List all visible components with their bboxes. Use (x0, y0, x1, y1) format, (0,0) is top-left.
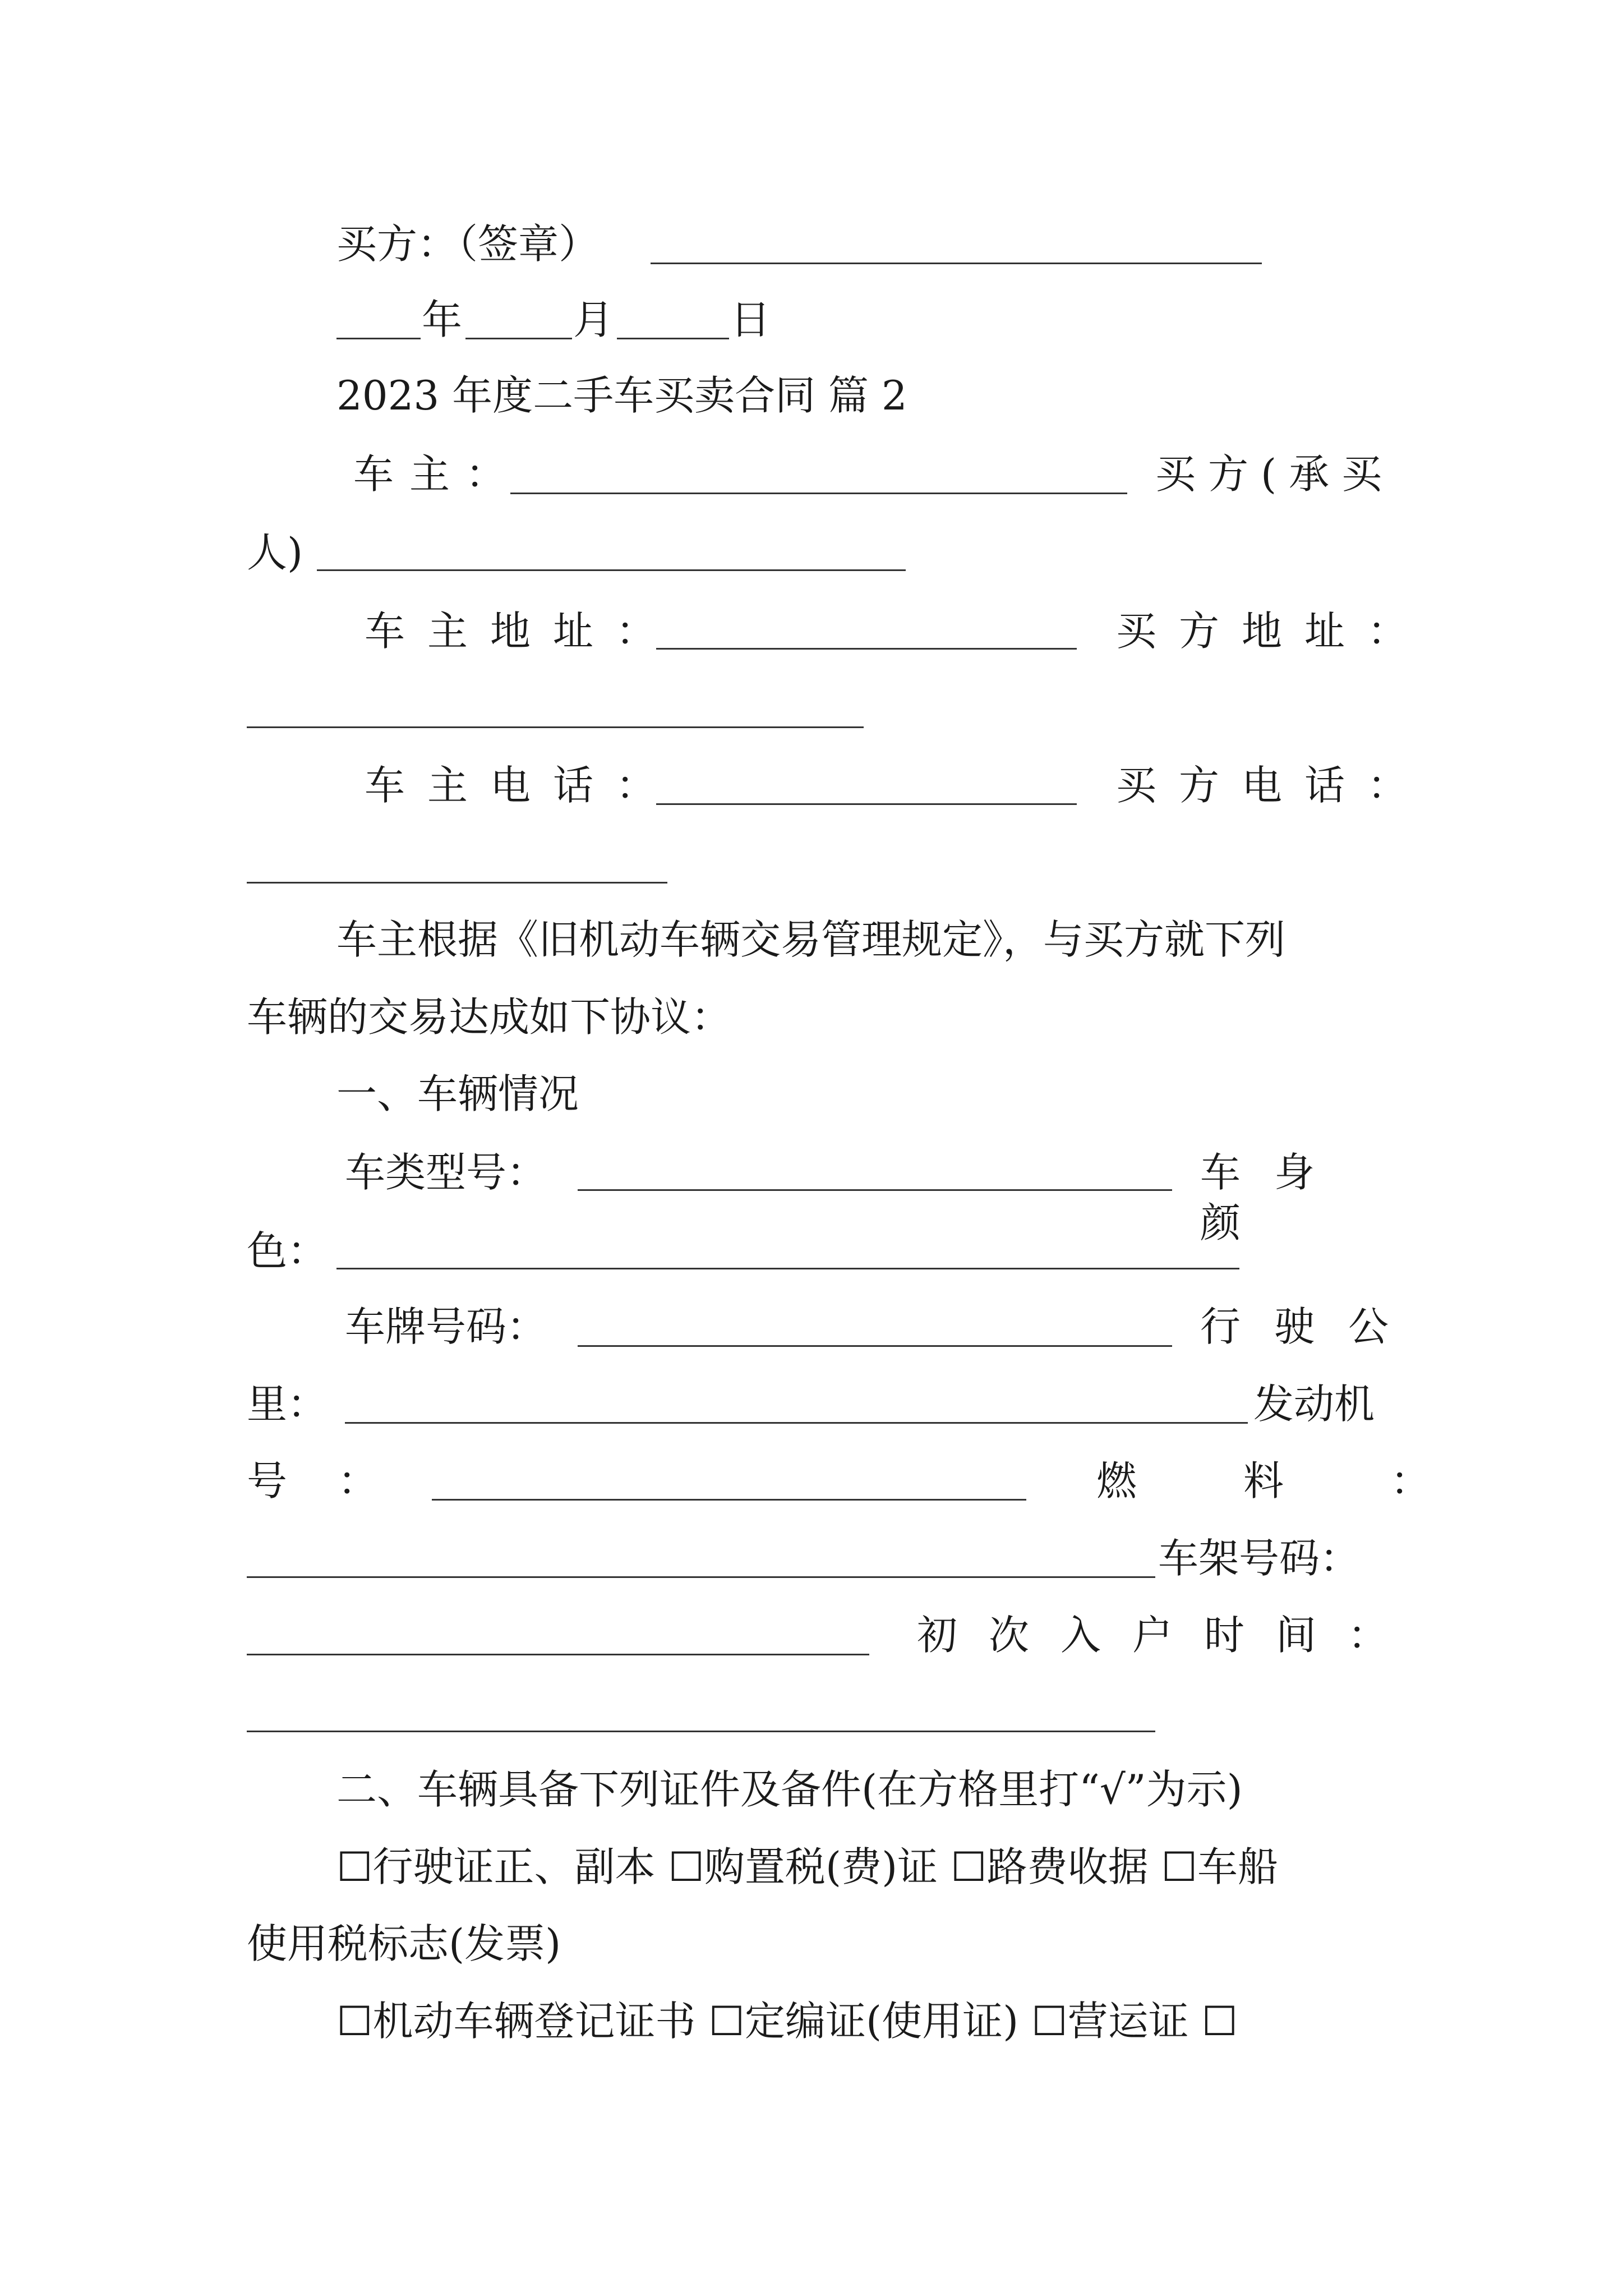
fuel-blank[interactable] (247, 1576, 1155, 1578)
engine-blank[interactable] (432, 1499, 1026, 1501)
buyer-label: 买方(承买 (1155, 450, 1395, 498)
model-blank[interactable] (578, 1189, 1172, 1191)
color-blank[interactable] (336, 1268, 1239, 1269)
documents-row-1-cont: 使用税标志(发票) (247, 1920, 561, 1967)
color-label-text: 车身颜 (1200, 1149, 1349, 1246)
model-label: 车类型号： (345, 1149, 547, 1196)
owner-phone-label: 车主电话： (365, 762, 679, 809)
buyer-phone-label: 买方电话： (1116, 762, 1431, 809)
fuel-label: 燃料： (1096, 1457, 1538, 1504)
first-reg-label: 初次入户时间： (917, 1612, 1420, 1659)
buyer-address-label: 买方地址： (1116, 608, 1431, 655)
contract-heading: 2023 年度二手车买卖合同 篇 2 (336, 372, 907, 419)
vin-blank[interactable] (247, 1654, 869, 1655)
plate-blank[interactable] (578, 1345, 1172, 1347)
section-1-title: 一、车辆情况 (336, 1070, 579, 1117)
first-reg-blank[interactable] (247, 1731, 1155, 1732)
buyer-sign-label: 买方：（签章） (336, 220, 600, 268)
intro-line-2: 车辆的交易达成如下协议： (247, 993, 732, 1041)
documents-row-2[interactable]: ☐机动车辆登记证书 ☐定编证(使用证) ☐营运证 ☐ (336, 1998, 1238, 2045)
buyer-label-cont: 人) (247, 529, 303, 576)
buyer-address-blank[interactable] (247, 726, 864, 728)
month-blank[interactable] (465, 338, 572, 339)
documents-row-1[interactable]: ☐行驶证正、副本 ☐购置税(费)证 ☐路费收据 ☐车船 (336, 1843, 1279, 1890)
owner-address-label: 车主地址： (365, 608, 679, 655)
section-2-title: 二、车辆具备下列证件及备件(在方格里打“√”为示) (336, 1766, 1243, 1813)
color-label-cont: 色： (247, 1227, 328, 1274)
plate-label: 车牌号码： (345, 1303, 547, 1350)
owner-address-blank[interactable] (656, 648, 1077, 650)
owner-phone-blank[interactable] (656, 803, 1077, 805)
engine-label: 发动机 (1253, 1381, 1375, 1428)
mileage-blank[interactable] (345, 1422, 1248, 1424)
buyer-blank[interactable] (317, 569, 906, 571)
month-label: 月 (573, 296, 614, 343)
owner-label: 车主： (353, 450, 522, 498)
day-blank[interactable] (617, 338, 729, 339)
mileage-label: 行驶公 (1200, 1303, 1423, 1350)
year-label: 年 (422, 296, 463, 343)
color-label (1200, 1147, 1391, 1248)
buyer-sign-blank[interactable] (651, 263, 1262, 264)
day-label: 日 (730, 296, 771, 343)
owner-blank[interactable] (510, 493, 1127, 494)
mileage-label-cont: 里： (247, 1381, 328, 1428)
intro-line-1: 车主根据《旧机动车辆交易管理规定》，与买方就下列 (336, 916, 1286, 963)
buyer-phone-blank[interactable] (247, 882, 667, 884)
vin-label: 车架号码： (1158, 1535, 1361, 1582)
engine-label-cont: 号： (247, 1457, 429, 1504)
year-blank[interactable] (336, 338, 421, 339)
